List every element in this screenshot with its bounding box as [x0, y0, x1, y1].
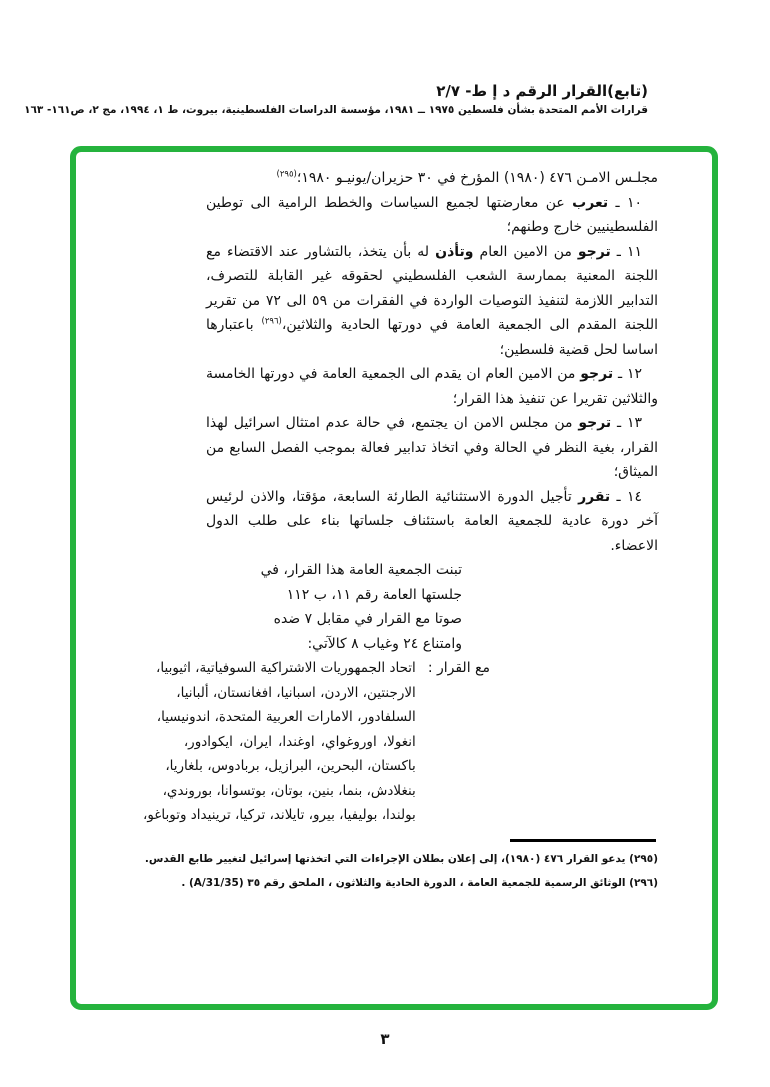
footnote-ref: (٢٩٥) — [276, 169, 297, 180]
text-segment: ١٤ ـ — [610, 488, 642, 505]
adoption-line: تبنت الجمعية العامة هذا القرار، في — [260, 562, 462, 578]
footnote-ref: (٢٩٦) — [261, 316, 282, 327]
page-number: ٣ — [380, 1030, 390, 1048]
text-segment: تأجيل الدورة الاستثنائية الطارئة السابعة، مؤقتا، والاذن لرئيس آخر دورة عادية للجمعية العامة باستئناف جلساتها بناء على طلب الدول الاعضاء. — [206, 488, 658, 554]
adoption-line: صوتا مع القرار في مقابل ٧ ضده — [273, 611, 462, 627]
vote-for-label: مع القرار : — [427, 660, 490, 676]
body-paragraph — [206, 166, 658, 191]
text-segment: ١١ ـ — [610, 243, 642, 260]
footnote-item: (٢٩٥) يدعو القرار ٤٧٦ (١٩٨٠)، إلى إعلان بطلان الإجراءات التي اتخذتها إسرائيل لتغيير طابع القدس. — [144, 852, 658, 865]
operative-verb: تعرب — [572, 194, 609, 211]
body-paragraph — [206, 191, 658, 240]
footnote-separator — [510, 839, 656, 842]
text-segment: له بأن يتخذ، بالتشاور عند الاقتضاء مع اللجنة المعنية بممارسة الشعب الفلسطيني لحقوقه غير القابلة للتصرف، التدابير اللازمة لتنفيذ التوصيات الواردة في الفقرات من ٥٩ الى ٧٢ من تقرير اللجنة المقدم الى الجمعية العامة في دورتها الحادية والثلاثين، — [206, 243, 658, 333]
body-paragraph — [206, 411, 658, 485]
resolution-body — [142, 166, 658, 895]
text-segment: عن معارضتها لجميع السياسات والخطط الرامية الى توطين الفلسطينيين خارج وطنهم؛ — [206, 194, 658, 235]
country-line: بولندا، بوليفيا، بيرو، تايلاند، تركيا، ترينيداد وتوباغو، — [142, 807, 416, 823]
body-paragraph — [206, 240, 658, 363]
country-line: انغولا، اوروغواي، اوغندا، ايران، ايكوادور، — [183, 733, 416, 750]
country-line: بنغلادش، بنما، بنين، بوتان، بوتسوانا، بوروندي، — [162, 782, 416, 799]
operative-verb: ترجو — [577, 243, 611, 260]
text-segment: باعتبارها اساسا لحل قضية فلسطين؛ — [206, 317, 658, 358]
text-segment: من الامين العام ان يقدم الى الجمعية العامة في دورتها الخامسة والثلاثين تقريرا عن تنفيذ هذا القرار؛ — [206, 366, 658, 407]
page-header — [24, 82, 648, 118]
country-line: السلفادور، الامارات العربية المتحدة، اندونيسيا، — [156, 709, 416, 725]
operative-verb: تقرر — [578, 488, 611, 505]
text-segment: مجلـس الامـن ٤٧٦ (١٩٨٠) المؤرخ في ٣٠ حزيران/يونيـو ١٩٨٠؛ — [296, 170, 658, 186]
operative-verb: وتأذن — [435, 243, 474, 260]
footnotes-block — [144, 847, 658, 895]
country-line: اتحاد الجمهوريات الاشتراكية السوفياتية، اثيوبيا، — [156, 660, 416, 676]
footnote-item: (٢٩٦) الوثائق الرسمية للجمعية العامة ، الدورة الحادية والثلاثون ، الملحق رقم ٣٥ (A/31/35) . — [181, 876, 658, 889]
vote-record-row — [142, 656, 490, 828]
source-citation: قرارات الأمم المتحدة بشأن فلسطين ١٩٧٥ ــ ١٩٨١، مؤسسة الدراسات الفلسطينية، بيروت، ط ١، ١٩٩٤، مج ٢، ص١٦١- ١٦٣ — [24, 104, 648, 116]
countries-list — [142, 656, 416, 828]
text-segment: ١٠ ـ — [608, 194, 642, 211]
resolution-continued-title: (تابع)القرار الرقم د إ ط- ٢/٧ — [436, 82, 648, 100]
body-paragraph — [206, 485, 658, 559]
paragraphs-container — [206, 166, 658, 558]
text-segment: من الامين العام — [473, 243, 578, 260]
operative-verb: ترجو — [578, 415, 612, 431]
adoption-line: جلستها العامة رقم ١١، ب ١١٢ — [286, 586, 462, 603]
adoption-note — [202, 558, 462, 656]
operative-verb: ترجو — [580, 366, 614, 382]
country-line: باكستان، البحرين، البرازيل، بربادوس، بلغاريا، — [165, 758, 416, 774]
text-segment: من مجلس الامن ان يجتمع، في حالة عدم امتثال اسرائيل لهذا القرار، بغية النظر في الحالة وفي اتخاذ تدابير فعالة بموجب الفصل السابع من الميثاق؛ — [206, 415, 658, 480]
country-line: الارجنتين، الاردن، اسبانيا، افغانستان، ألبانيا، — [176, 684, 416, 701]
text-segment: ١٣ ـ — [611, 415, 642, 431]
text-segment: ١٢ ـ — [613, 366, 642, 382]
body-paragraph — [206, 362, 658, 411]
adoption-line: وامتناع ٢٤ وغياب ٨ كالآتي: — [307, 635, 462, 652]
